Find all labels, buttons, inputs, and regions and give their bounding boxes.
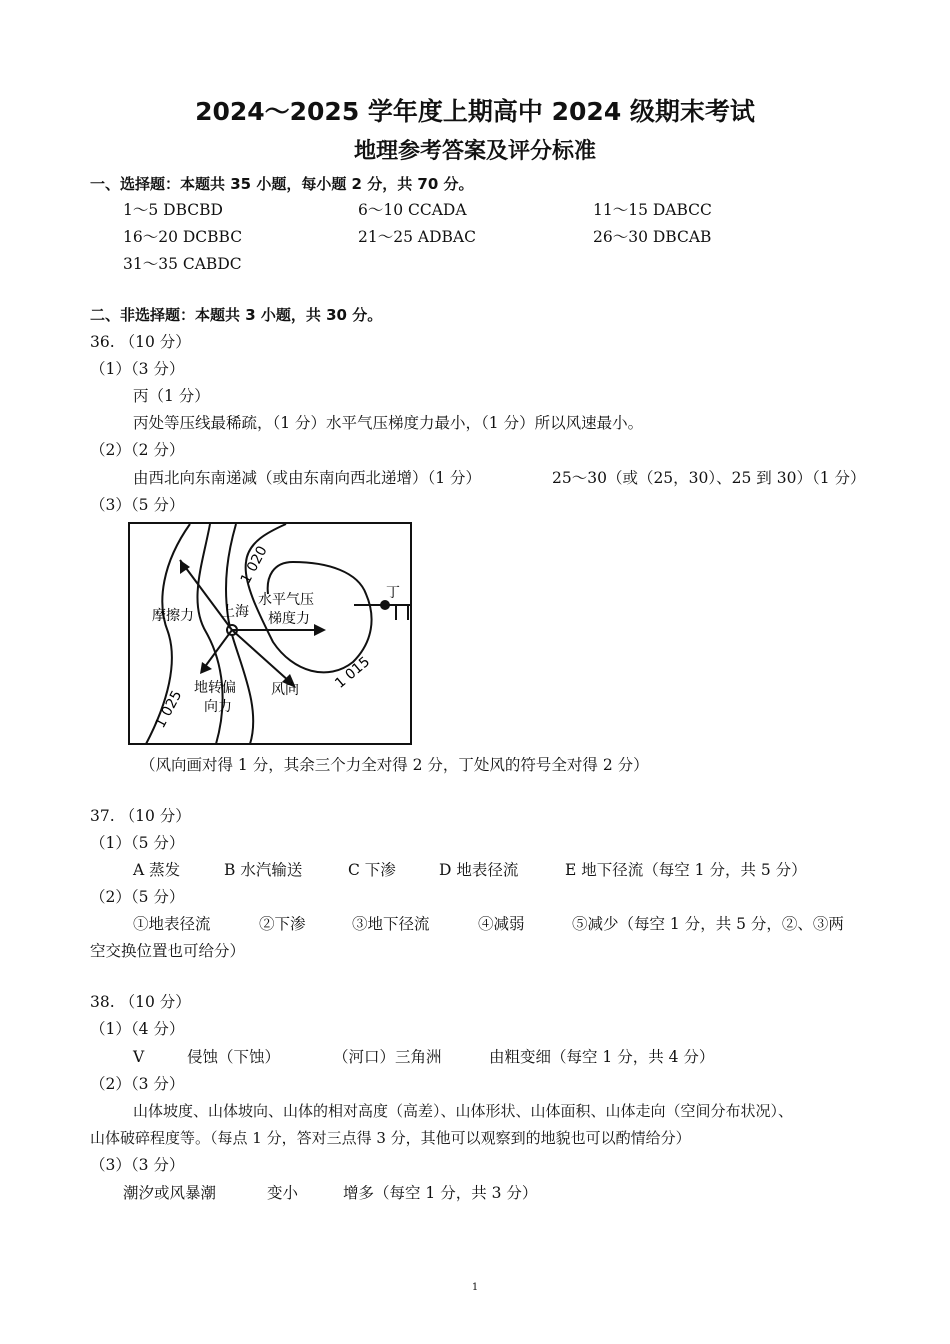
friction-label: 摩擦力	[152, 608, 194, 624]
answer-6-10: 6～10 CCADA	[358, 201, 467, 219]
q37-p1-item-b: B 水汽输送	[224, 861, 303, 879]
coriolis-label-line2: 向力	[204, 699, 232, 715]
answer-31-35: 31～35 CABDC	[123, 255, 242, 273]
q37-p1-item-a: A 蒸发	[133, 861, 181, 879]
q36-p2-label: （2）（2 分）	[90, 441, 185, 459]
answer-1-5: 1～5 DBCBD	[123, 201, 223, 219]
isobar-1025-label: 1 025	[152, 687, 186, 731]
q37-p2-item-3: ③地下径流	[352, 915, 430, 933]
q38-p2-line1: 山体坡度、山体坡向、山体的相对高度（高差）、山体形状、山体面积、山体走向（空间分布状况）、	[133, 1102, 794, 1120]
q36-p2-answer-b: 25～30（或（25，30）、25 到 30）（1 分）	[552, 469, 866, 487]
q38-p1-item-1: V	[133, 1048, 145, 1066]
q36-p1-answer: 丙（1 分）	[133, 387, 210, 405]
q38-p3-label: （3）（3 分）	[90, 1156, 185, 1174]
isobar-1015-label: 1 015	[332, 653, 374, 692]
q36-p1-label: （1）（3 分）	[90, 360, 185, 378]
answer-11-15: 11～15 DABCC	[593, 201, 712, 219]
exam-subtitle: 地理参考答案及评分标准	[353, 139, 596, 164]
isobar-map-figure	[128, 522, 414, 746]
wind-label: 风向	[271, 682, 299, 698]
q37-p1-label: （1）（5 分）	[90, 834, 185, 852]
shanghai-label: 上海	[221, 604, 249, 620]
page-number: 1	[471, 1282, 479, 1293]
ding-station-dot	[380, 600, 390, 610]
pgf-label-line2: 梯度力	[268, 611, 310, 627]
q37-p2-item-1: ①地表径流	[133, 915, 211, 933]
answer-26-30: 26～30 DBCAB	[593, 228, 712, 246]
q38-p2-label: （2）（3 分）	[90, 1075, 185, 1093]
q37-p2-item-2: ②下渗	[259, 915, 306, 933]
isobar-1020-label: 1 020	[237, 543, 271, 587]
q37-p1-item-d: D 地表径流	[439, 861, 519, 879]
q36-p3-note: （风向画对得 1 分，其余三个力全对得 2 分，丁处风的符号全对得 2 分）	[140, 756, 649, 774]
q38-p1-item-4: 由粗变细（每空 1 分，共 4 分）	[489, 1048, 715, 1066]
q38-label: 38. （10 分）	[90, 993, 191, 1011]
q37-label: 37. （10 分）	[90, 807, 191, 825]
q38-p2-line2: 山体破碎程度等。（每点 1 分，答对三点得 3 分，其他可以观察到的地貌也可以酌情给分）	[90, 1129, 691, 1147]
q37-p1-item-c: C 下渗	[348, 861, 396, 879]
q36-p2-answer-a: 由西北向东南递减（或由东南向西北递增）（1 分）	[133, 469, 482, 487]
q38-p1-item-2: 侵蚀（下蚀）	[187, 1048, 281, 1066]
q38-p3-item-3: 增多（每空 1 分，共 3 分）	[343, 1184, 538, 1202]
answer-16-20: 16～20 DCBBC	[123, 228, 243, 246]
q37-p1-item-e: E 地下径流（每空 1 分，共 5 分）	[565, 861, 807, 879]
q38-p1-label: （1）（4 分）	[90, 1020, 185, 1038]
q36-p3-label: （3）（5 分）	[90, 496, 185, 514]
answer-21-25: 21～25 ADBAC	[358, 228, 476, 246]
coriolis-label-line1: 地转偏	[194, 680, 236, 696]
pgf-label-line1: 水平气压	[258, 592, 314, 608]
ding-label: 丁	[386, 585, 400, 601]
q36-label: 36. （10 分）	[90, 333, 191, 351]
q38-p1-item-3: （河口）三角洲	[333, 1048, 442, 1066]
q37-p2-continuation: 空交换位置也可给分）	[90, 942, 246, 960]
exam-title: 2024～2025 学年度上期高中 2024 级期末考试	[195, 97, 755, 126]
q37-p2-item-4: ④减弱	[478, 915, 525, 933]
q38-p3-item-2: 变小	[267, 1184, 299, 1202]
q36-p1-reason: 丙处等压线最稀疏，（1 分）水平气压梯度力最小，（1 分）所以风速最小。	[133, 414, 644, 432]
q37-p2-label: （2）（5 分）	[90, 888, 185, 906]
section1-heading: 一、选择题：本题共 35 小题，每小题 2 分，共 70 分。	[90, 175, 474, 193]
q38-p3-item-1: 潮汐或风暴潮	[123, 1184, 217, 1202]
q37-p2-item-5: ⑤减少（每空 1 分，共 5 分，②、③两	[572, 915, 844, 933]
section2-heading: 二、非选择题：本题共 3 小题，共 30 分。	[90, 306, 383, 324]
